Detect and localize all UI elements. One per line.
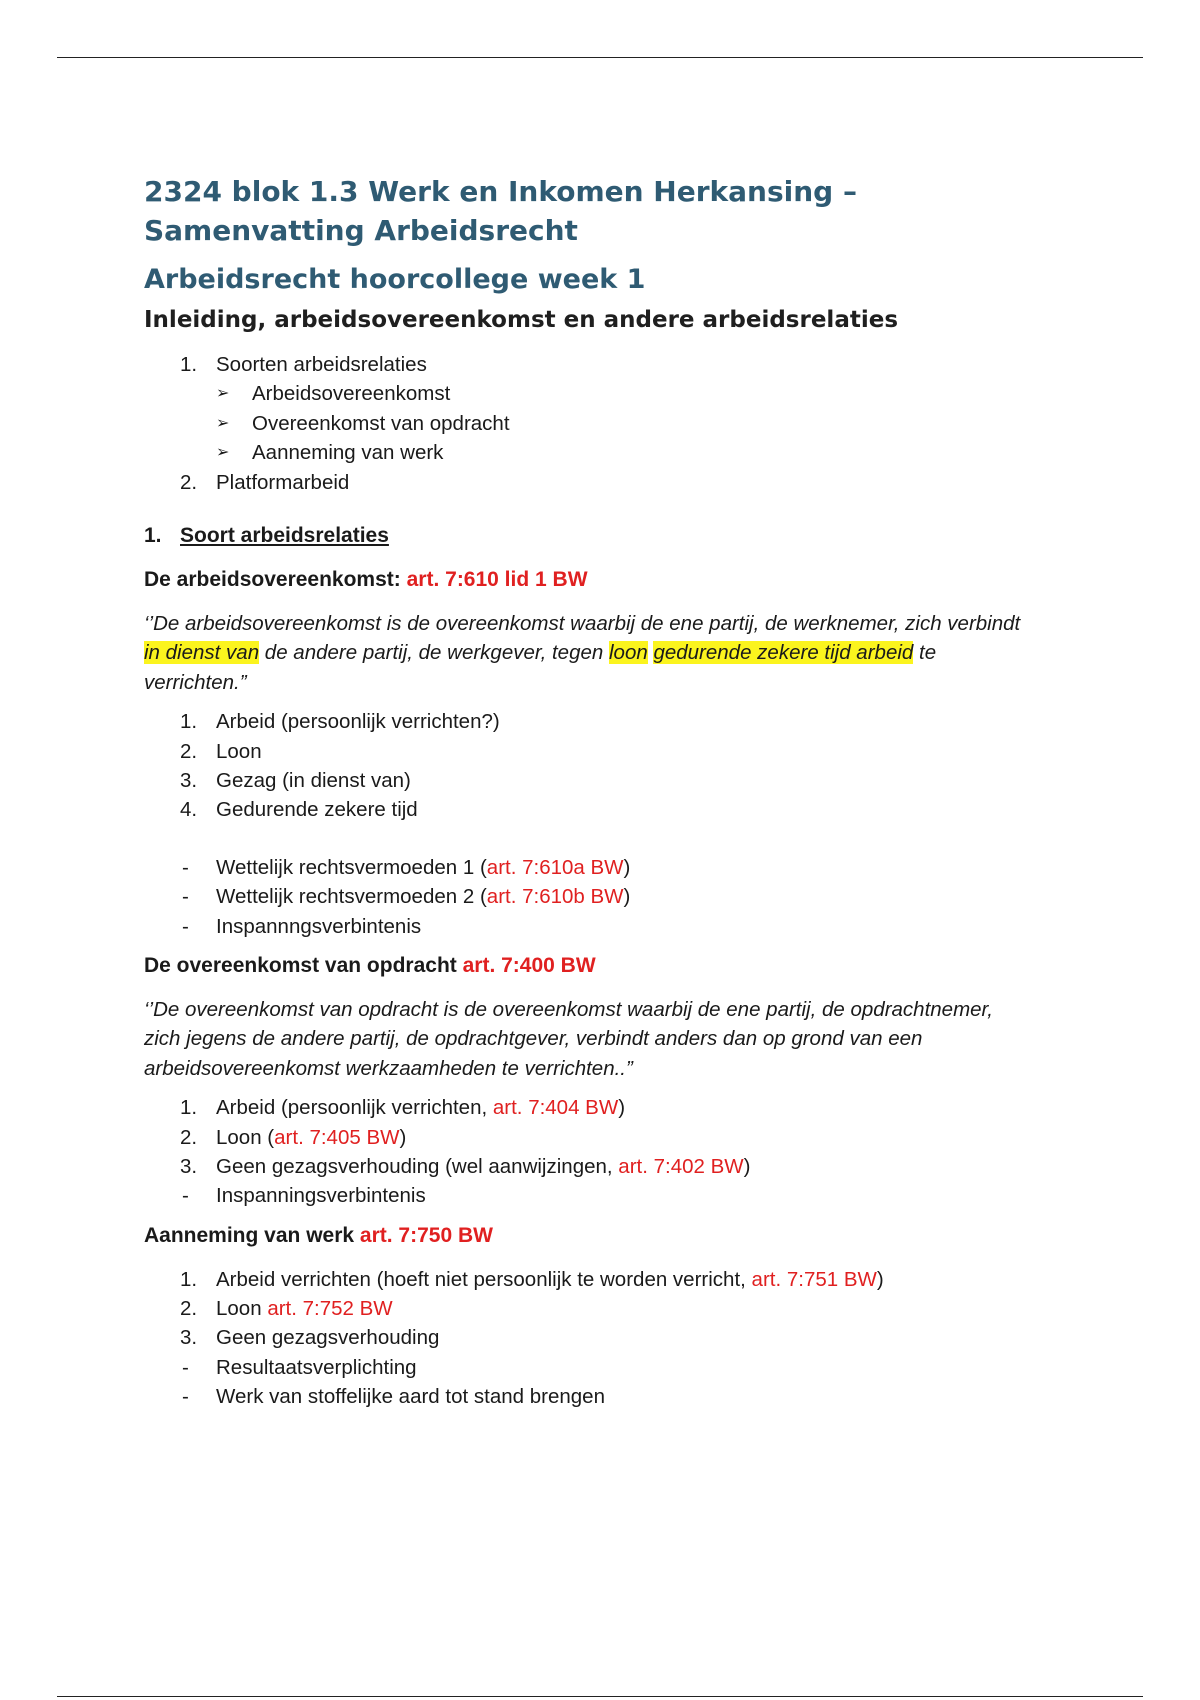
list-number: 2.: [180, 1297, 198, 1321]
toc-subitem-label: Aanneming van werk: [252, 441, 444, 465]
toc-subitem-label: Overeenkomst van opdracht: [252, 411, 510, 435]
article-reference: art. 7:610b BW: [486, 885, 624, 909]
toc-subitem: [144, 379, 1044, 408]
list-number: 3.: [180, 768, 198, 792]
section-title: Soort arbeidsrelaties: [180, 523, 389, 547]
list-item: [144, 707, 1044, 736]
list-item: [144, 1353, 1044, 1382]
list-item-text: Arbeid (persoonlijk verrichten, art. 7:404 BW): [216, 1096, 626, 1120]
list-number: 2.: [180, 470, 198, 494]
list-item: [144, 882, 1044, 911]
section-number: 1.: [144, 523, 162, 547]
list-item-text: Geen gezagsverhouding: [216, 1326, 440, 1350]
list-item: [144, 1294, 1044, 1323]
document-title: 2324 blok 1.3 Werk en Inkomen Herkansing – Samenvatting Arbeidsrecht: [144, 175, 857, 247]
toc-subitem-label: Arbeidsovereenkomst: [252, 382, 451, 406]
list-item: [144, 766, 1044, 795]
list-number: 3.: [180, 1154, 198, 1178]
heading-label: Aanneming van werk: [144, 1223, 355, 1247]
list-item-text: Loon: [216, 739, 262, 763]
toc-list: [144, 350, 1044, 497]
list-item-text: Inspannngsverbintenis: [216, 914, 422, 938]
list-item: [144, 1093, 1044, 1122]
sub-heading: Inleiding, arbeidsovereenkomst en andere arbeidsrelaties: [144, 307, 899, 333]
arrow-bullet-icon: ➢: [216, 385, 230, 403]
list-number: 1.: [180, 353, 198, 376]
list-number: 3.: [180, 1326, 198, 1350]
article-reference: art. 7:610 lid 1 BW: [406, 567, 588, 591]
quote-text: te verrichten.”: [144, 641, 937, 694]
quote-text: de andere partij, de werkgever, tegen: [259, 641, 609, 665]
list-item-text: Wettelijk rechtsvermoeden 2 (art. 7:610b BW): [216, 885, 631, 909]
list-item: [144, 1152, 1044, 1181]
list-item-text: Gezag (in dienst van): [216, 768, 411, 792]
list-item-text: Gedurende zekere tijd: [216, 798, 418, 822]
elements-list: [144, 707, 1044, 825]
list-item: [144, 1123, 1044, 1152]
dash-bullet: -: [182, 885, 189, 909]
list-item: [144, 1382, 1044, 1411]
page-content: [144, 172, 1044, 1412]
quote-text: ‘’De arbeidsovereenkomst is de overeenkomst waarbij de ene partij, de werknemer, zich verbindt: [144, 611, 1021, 635]
article-reference: art. 7:404 BW: [492, 1096, 619, 1120]
dash-bullet: -: [182, 914, 189, 938]
list-item-text: Inspanningsverbintenis: [216, 1184, 426, 1208]
dash-list: [144, 853, 1044, 941]
list-number: 1.: [180, 1267, 198, 1291]
list-number: 1.: [180, 710, 198, 734]
article-reference: art. 7:752 BW: [267, 1297, 393, 1321]
list-item-text: Loon art. 7:752 BW: [216, 1297, 393, 1321]
definition-quote: ‘’De overeenkomst van opdracht is de overeenkomst waarbij de ene partij, de opdrachtnemer, zich jegens de andere partij, de opdrachtgever, verbindt anders dan op grond van een arbeidsovereenkomst werkzaamheden te verrichten..”: [144, 997, 993, 1080]
arrow-bullet-icon: ➢: [216, 444, 230, 462]
toc-subitem: [144, 409, 1044, 438]
list-item: [144, 795, 1044, 824]
list-item-text: Resultaatsverplichting: [216, 1355, 417, 1379]
list-item: [144, 853, 1044, 882]
list-number: 1.: [180, 1096, 198, 1120]
article-reference: art. 7:750 BW: [359, 1223, 493, 1247]
definition-quote: [144, 609, 1024, 697]
dash-bullet: -: [182, 1385, 189, 1409]
list-item-text: Wettelijk rechtsvermoeden 1 (art. 7:610a BW): [216, 855, 631, 879]
heading-label: De overeenkomst van opdracht: [144, 953, 457, 977]
arrow-bullet-icon: ➢: [216, 414, 230, 432]
elements-list: [144, 1093, 1044, 1211]
heading-label: De arbeidsovereenkomst:: [144, 567, 401, 591]
list-item: [144, 737, 1044, 766]
arbeidsovereenkomst-heading: [144, 565, 1044, 595]
list-number: 2.: [180, 739, 198, 763]
article-reference: art. 7:751 BW: [751, 1267, 877, 1291]
toc-subitem: [144, 438, 1044, 467]
list-item: [144, 1181, 1044, 1210]
aanneming-heading: [144, 1221, 1044, 1251]
list-item: [144, 912, 1044, 941]
article-reference: art. 7:402 BW: [618, 1154, 744, 1178]
list-item-text: Loon (art. 7:405 BW): [216, 1125, 407, 1149]
dash-bullet: -: [182, 1184, 189, 1208]
section-heading: [144, 521, 1044, 551]
highlight: gedurende zekere tijd arbeid: [653, 641, 914, 665]
highlight: loon: [608, 641, 648, 665]
list-item-text: Arbeid verrichten (hoeft niet persoonlijk te worden verricht, art. 7:751 BW): [216, 1267, 884, 1291]
list-item: [144, 1323, 1044, 1352]
dash-bullet: -: [182, 855, 189, 879]
opdracht-heading: [144, 951, 1044, 981]
week-heading: Arbeidsrecht hoorcollege week 1: [144, 264, 646, 295]
toc-item: [144, 350, 1044, 379]
article-reference: art. 7:405 BW: [274, 1125, 400, 1149]
highlight: in dienst van: [144, 641, 260, 665]
toc-item-label: Platformarbeid: [216, 470, 350, 494]
list-item-text: Werk van stoffelijke aard tot stand brengen: [216, 1385, 605, 1409]
list-item-text: Arbeid (persoonlijk verrichten?): [216, 710, 500, 734]
toc-item-label: Soorten arbeidsrelaties: [216, 353, 427, 376]
bottom-rule: [57, 1696, 1143, 1697]
list-item-text: Geen gezagsverhouding (wel aanwijzingen, art. 7:402 BW): [216, 1154, 751, 1178]
top-rule: [57, 57, 1143, 58]
dash-bullet: -: [182, 1355, 189, 1379]
list-number: 2.: [180, 1125, 198, 1149]
toc-item: [144, 468, 1044, 497]
article-reference: art. 7:400 BW: [462, 953, 596, 977]
list-number: 4.: [180, 798, 198, 822]
article-reference: art. 7:610a BW: [486, 855, 624, 879]
elements-list: [144, 1265, 1044, 1412]
list-item: [144, 1265, 1044, 1294]
